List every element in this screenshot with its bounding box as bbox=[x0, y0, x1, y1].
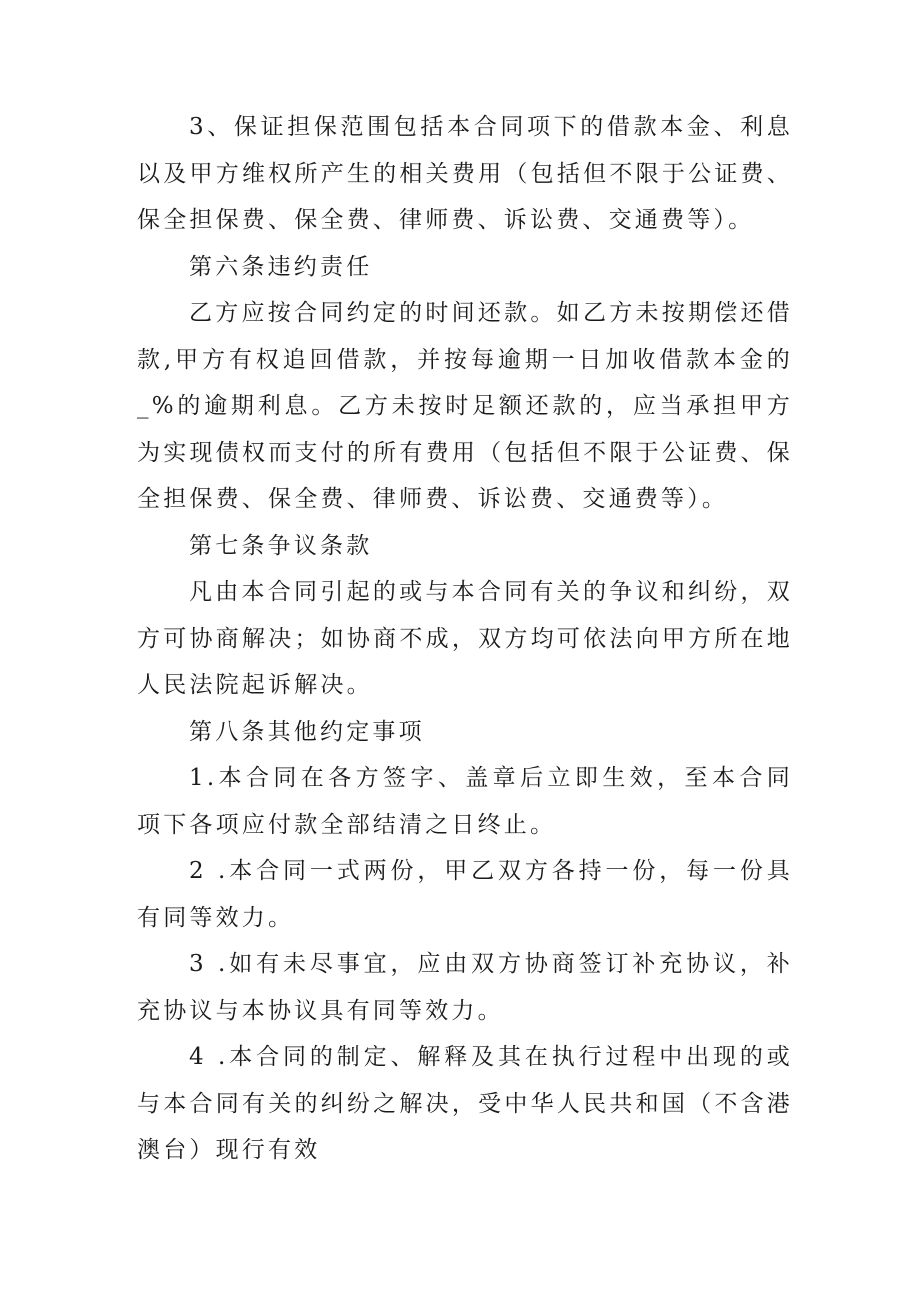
article-8-item-1: 1.本合同在各方签字、盖章后立即生效，至本合同项下各项应付款全部结清之日终止。 bbox=[137, 765, 793, 838]
article-7-heading: 第七条争议条款 bbox=[189, 532, 373, 559]
clause-guarantee-scope: 3、保证担保范围包括本合同项下的借款本金、利息以及甲方维权所产生的相关费用（包括但不限于公证费、保全担保费、保全费、律师费、诉讼费、交通费等）。 bbox=[137, 114, 793, 233]
article-8-item-4: 4 .本合同的制定、解释及其在执行过程中出现的或与本合同有关的纠纷之解决，受中华人民共和国（不含港澳台）现行有效 bbox=[137, 1044, 793, 1163]
document-page bbox=[137, 104, 793, 1174]
article-6-heading: 第六条违约责任 bbox=[189, 253, 373, 280]
article-6-body: 乙方应按合同约定的时间还款。如乙方未按期偿还借款,甲方有权追回借款，并按每逾期一日加收借款本金的_%的逾期利息。乙方未按时足额还款的，应当承担甲方为实现债权而支付的所有费用（包括但不限于公证费、保全担保费、保全费、律师费、诉讼费、交通费等）。 bbox=[137, 300, 793, 512]
article-7-body: 凡由本合同引起的或与本合同有关的争议和纠纷，双方可协商解决；如协商不成，双方均可依法向甲方所在地人民法院起诉解决。 bbox=[137, 579, 793, 698]
article-8-item-3: 3 .如有未尽事宜，应由双方协商签订补充协议，补充协议与本协议具有同等效力。 bbox=[137, 951, 793, 1024]
article-8-item-2: 2 .本合同一式两份，甲乙双方各持一份，每一份具有同等效力。 bbox=[137, 858, 793, 931]
article-8-heading: 第八条其他约定事项 bbox=[189, 718, 425, 745]
